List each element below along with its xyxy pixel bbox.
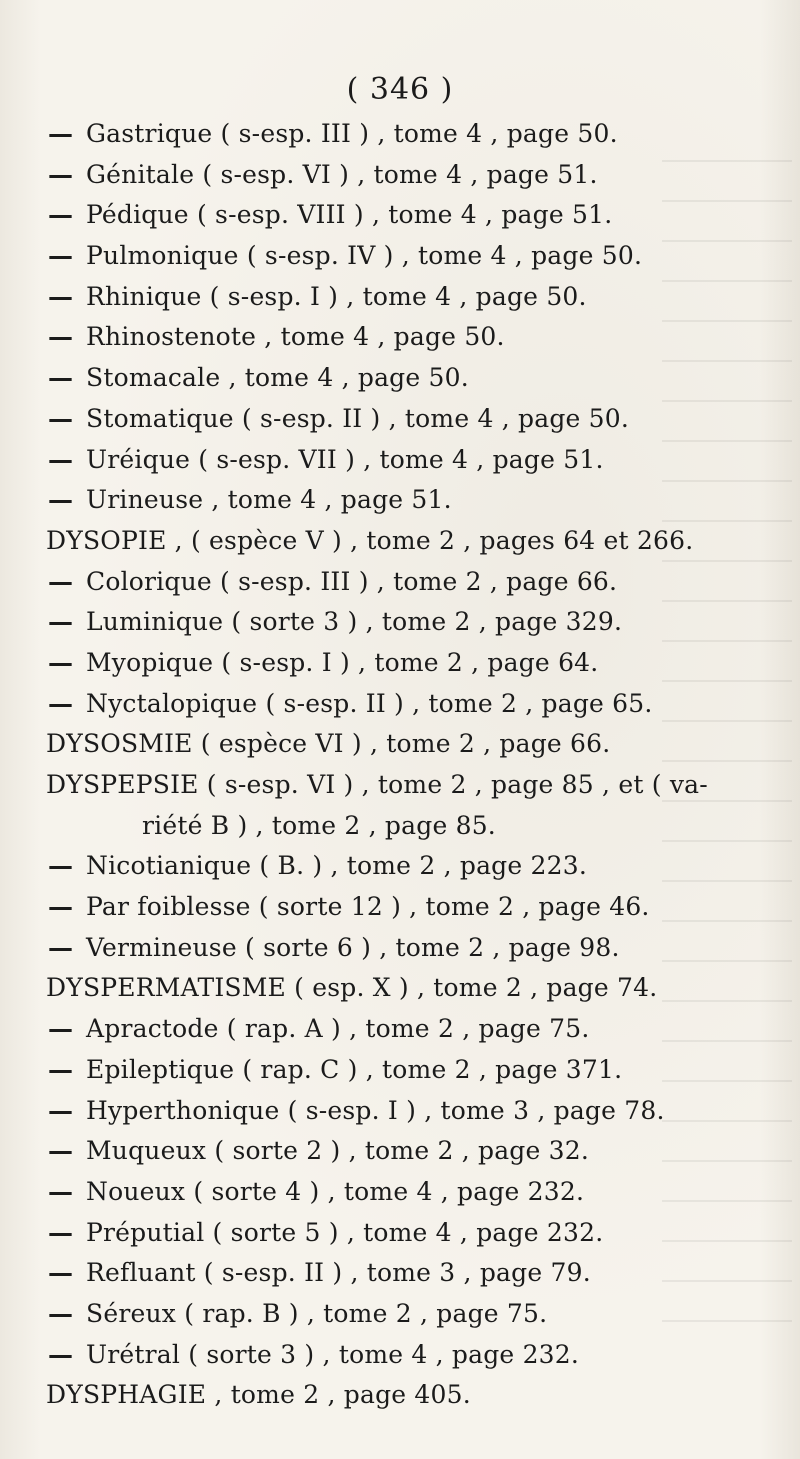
index-sub-entry [46, 1213, 776, 1254]
dash-mark: — [48, 932, 74, 962]
index-sub-entry [46, 480, 776, 521]
dash-mark: — [48, 444, 74, 474]
dash-mark: — [48, 403, 74, 433]
index-sub-entry [46, 684, 776, 725]
entry-text: Urétral ( sorte 3 ) , tome 4 , page 232. [86, 1339, 580, 1369]
entry-text: Refluant ( s-esp. II ) , tome 3 , page 79. [86, 1258, 591, 1288]
index-entries [46, 114, 776, 1416]
dash-mark: — [48, 566, 74, 596]
entry-text: Myopique ( s-esp. I ) , tome 2 , page 64. [86, 647, 599, 677]
index-sub-entry [46, 440, 776, 481]
entry-text: Urineuse , tome 4 , page 51. [86, 485, 452, 515]
entry-text: DYSPHAGIE , tome 2 , page 405. [46, 1380, 471, 1410]
dash-mark: — [48, 607, 74, 637]
dash-mark: — [48, 1339, 74, 1369]
index-sub-entry [46, 1294, 776, 1335]
index-sub-entry [46, 643, 776, 684]
entry-text: riété B ) , tome 2 , page 85. [142, 810, 496, 840]
entry-text: Uréique ( s-esp. VII ) , tome 4 , page 51. [86, 444, 604, 474]
dash-mark: — [48, 1176, 74, 1206]
index-sub-entry [46, 114, 776, 155]
dash-mark: — [48, 1095, 74, 1125]
dash-mark: — [48, 688, 74, 718]
entry-text: Rhinique ( s-esp. I ) , tome 4 , page 50. [86, 281, 587, 311]
dash-mark: — [48, 485, 74, 515]
dash-mark: — [48, 119, 74, 148]
dash-mark: — [48, 1298, 74, 1328]
dash-mark: — [48, 1258, 74, 1288]
entry-text: Nyctalopique ( s-esp. II ) , tome 2 , page 65. [86, 688, 653, 718]
dash-mark: — [48, 851, 74, 881]
index-sub-entry [46, 887, 776, 928]
index-sub-entry [46, 846, 776, 887]
index-sub-entry [46, 1050, 776, 1091]
dash-mark: — [48, 363, 74, 393]
entry-text: Rhinostenote , tome 4 , page 50. [86, 322, 505, 352]
index-head-entry [46, 724, 776, 765]
entry-text: Gastrique ( s-esp. III ) , tome 4 , page 50. [86, 119, 618, 148]
dash-mark: — [48, 200, 74, 230]
entry-text: Génitale ( s-esp. VI ) , tome 4 , page 51. [86, 159, 598, 189]
index-sub-entry [46, 236, 776, 277]
entry-text: Vermineuse ( sorte 6 ) , tome 2 , page 98. [86, 932, 620, 962]
entry-text: Nicotianique ( B. ) , tome 2 , page 223. [86, 851, 587, 881]
index-sub-entry [46, 1335, 776, 1376]
page-number: ( 346 ) [346, 72, 454, 107]
index-head-entry [46, 968, 776, 1009]
dash-mark: — [48, 281, 74, 311]
index-sub-entry [46, 195, 776, 236]
dash-mark: — [48, 322, 74, 352]
index-sub-entry [46, 1131, 776, 1172]
entry-text: DYSPERMATISME ( esp. X ) , tome 2 , page 74. [46, 973, 658, 1003]
index-continuation-line [46, 806, 776, 847]
dash-mark: — [48, 1136, 74, 1166]
index-sub-entry [46, 1009, 776, 1050]
entry-text: Apractode ( rap. A ) , tome 2 , page 75. [86, 1014, 590, 1044]
index-sub-entry [46, 1091, 776, 1132]
index-sub-entry [46, 399, 776, 440]
entry-text: DYSOPIE , ( espèce V ) , tome 2 , pages 64 et 266. [46, 525, 694, 555]
index-sub-entry [46, 155, 776, 196]
dash-mark: — [48, 892, 74, 922]
entry-text: Colorique ( s-esp. III ) , tome 2 , page 66. [86, 566, 618, 596]
index-head-entry [46, 1375, 776, 1416]
entry-text: Luminique ( sorte 3 ) , tome 2 , page 329. [86, 607, 623, 637]
entry-text: Préputial ( sorte 5 ) , tome 4 , page 232. [86, 1217, 604, 1247]
dash-mark: — [48, 241, 74, 271]
entry-text: Hyperthonique ( s-esp. I ) , tome 3 , page 78. [86, 1095, 665, 1125]
index-sub-entry [46, 1172, 776, 1213]
entry-text: Séreux ( rap. B ) , tome 2 , page 75. [86, 1298, 548, 1328]
entry-text: DYSPEPSIE ( s-esp. VI ) , tome 2 , page 85 , et ( va- [46, 770, 708, 799]
dash-mark: — [48, 1217, 74, 1247]
index-sub-entry [46, 317, 776, 358]
entry-text: Epileptique ( rap. C ) , tome 2 , page 371. [86, 1054, 623, 1084]
index-sub-entry [46, 602, 776, 643]
entry-text: Par foiblesse ( sorte 12 ) , tome 2 , page 46. [86, 892, 650, 922]
dash-mark: — [48, 647, 74, 677]
dash-mark: — [48, 159, 74, 189]
index-head-entry [46, 521, 776, 562]
index-sub-entry [46, 928, 776, 969]
index-sub-entry [46, 358, 776, 399]
entry-text: Pulmonique ( s-esp. IV ) , tome 4 , page 50. [86, 241, 643, 271]
index-sub-entry [46, 277, 776, 318]
entry-text: Pédique ( s-esp. VIII ) , tome 4 , page 51. [86, 200, 613, 230]
index-head-entry [46, 765, 776, 806]
entry-text: DYSOSMIE ( espèce VI ) , tome 2 , page 66. [46, 729, 611, 759]
dash-mark: — [48, 1014, 74, 1044]
entry-text: Muqueux ( sorte 2 ) , tome 2 , page 32. [86, 1136, 590, 1166]
index-sub-entry [46, 562, 776, 603]
entry-text: Noueux ( sorte 4 ) , tome 4 , page 232. [86, 1176, 585, 1206]
entry-text: Stomatique ( s-esp. II ) , tome 4 , page 50. [86, 403, 630, 433]
dash-mark: — [48, 1054, 74, 1084]
index-sub-entry [46, 1253, 776, 1294]
entry-text: Stomacale , tome 4 , page 50. [86, 363, 469, 393]
